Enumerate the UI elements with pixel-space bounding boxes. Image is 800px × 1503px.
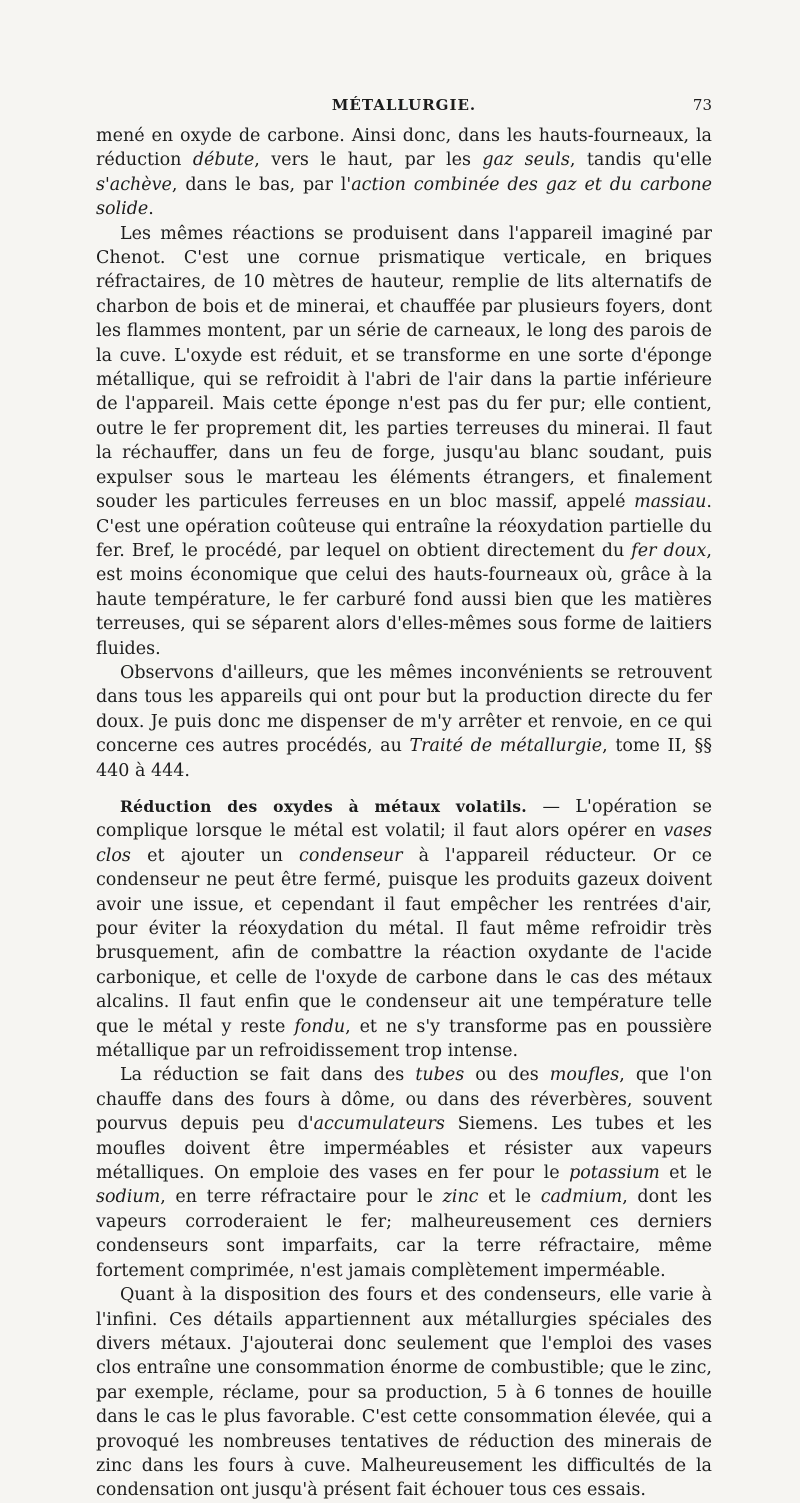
paragraph-1: mené en oxyde de carbone. Ainsi donc, dans les hauts-fourneaux, la réduction débute, vers le haut, par les gaz seuls, tandis qu'elle s'achève, dans le bas, par l'action combinée des gaz et du carbone solide.	[96, 126, 713, 220]
paragraph-4: Réduction des oxydes à métaux volatils. — L'opération se complique lorsque le métal est volatil; il faut alors opérer en vases clos et ajouter un condenseur à l'appareil réducteur. Or ce condenseur ne peut être fermé, puisque les produits gazeux doivent avoir une issue, et cependant il faut empêcher les rentrées d'air, pour éviter la réoxydation du métal. Il faut même refroidir très brusquement, afin de combattre la réaction oxydante de l'acide carbonique, et celle de l'oxyde de carbone dans le cas des métaux alcalins. Il faut enfin que le condenseur ait une température telle que le métal y reste fondu, et ne s'y transforme pas en poussière métallique par un refroidissement trop intense.	[96, 796, 713, 1062]
paragraph-5: La réduction se fait dans des tubes ou des moufles, que l'on chauffe dans des fours à dôme, ou dans des réverbères, souvent pourvus depuis peu d'accumulateurs Siemens. Les tubes et les moufles doivent être imperméables et résister aux vapeurs métalliques. On emploie des vases en fer pour le potassium et le sodium, en terre réfractaire pour le zinc et le cadmium, dont les vapeurs corroderaient le fer; malheureusement ces derniers condenseurs sont imparfaits, car la terre réfractaire, même fortement comprimée, n'est jamais complètement imperméable.	[96, 1065, 713, 1281]
page-number: 73	[692, 96, 712, 114]
running-head	[96, 96, 712, 120]
running-title: MÉTALLURGIE.	[331, 96, 477, 114]
body-text	[96, 124, 712, 1503]
section-heading: Réduction des oxydes à métaux volatils.	[120, 796, 527, 816]
paragraph-2: Les mêmes réactions se produisent dans l'appareil imaginé par Chenot. C'est une cornue prismatique verticale, en briques réfractaires, de 10 mètres de hauteur, remplie de lits alternatifs de charbon de bois et de minerai, et chauffée par plusieurs foyers, dont les flammes montent, par un série de carneaux, le long des parois de la cuve. L'oxyde est réduit, et se transforme en une sorte d'éponge métallique, qui se refroidit à l'abri de l'air dans la partie inférieure de l'appareil. Mais cette éponge n'est pas du fer pur; elle contient, outre le fer proprement dit, les parties terreuses du minerai. Il faut la réchauffer, dans un feu de forge, jusqu'au blanc soudant, puis expulser sous le marteau les éléments étrangers, et finalement souder les particules ferreuses en un bloc massif, appelé massiau. C'est une opération coûteuse qui entraîne la réoxydation partielle du fer. Bref, le procédé, par lequel on obtient directement du fer doux, est moins économique que celui des hauts-fourneaux où, grâce à la haute température, le fer carburé fond aussi bien que les matières terreuses, qui se séparent alors d'elles-mêmes sous forme de laitiers fluides.	[96, 223, 712, 659]
paragraph-6: Quant à la disposition des fours et des condenseurs, elle varie à l'infini. Ces détails appartiennent aux métallurgies spéciales des divers métaux. J'ajouterai donc seulement que l'emploi des vases clos entraîne une consommation énorme de combustible; que le zinc, par exemple, réclame, pour sa production, 5 à 6 tonnes de houille dans le cas le plus favorable. C'est cette consommation élevée, qui a provoqué les nombreuses tentatives de réduction des minerais de zinc dans les fours à cuve. Malheureusement les difficultés de la condensation ont jusqu'à présent fait échouer tous ces essais.	[96, 1285, 712, 1501]
paragraph-3: Observons d'ailleurs, que les mêmes inconvénients se retrouvent dans tous les appareils qui ont pour but la production directe du fer doux. Je puis donc me dispenser de m'y arrêter et renvoie, en ce qui concerne ces autres procédés, au Traité de métallurgie, tome II, §§ 440 à 444.	[96, 662, 712, 781]
